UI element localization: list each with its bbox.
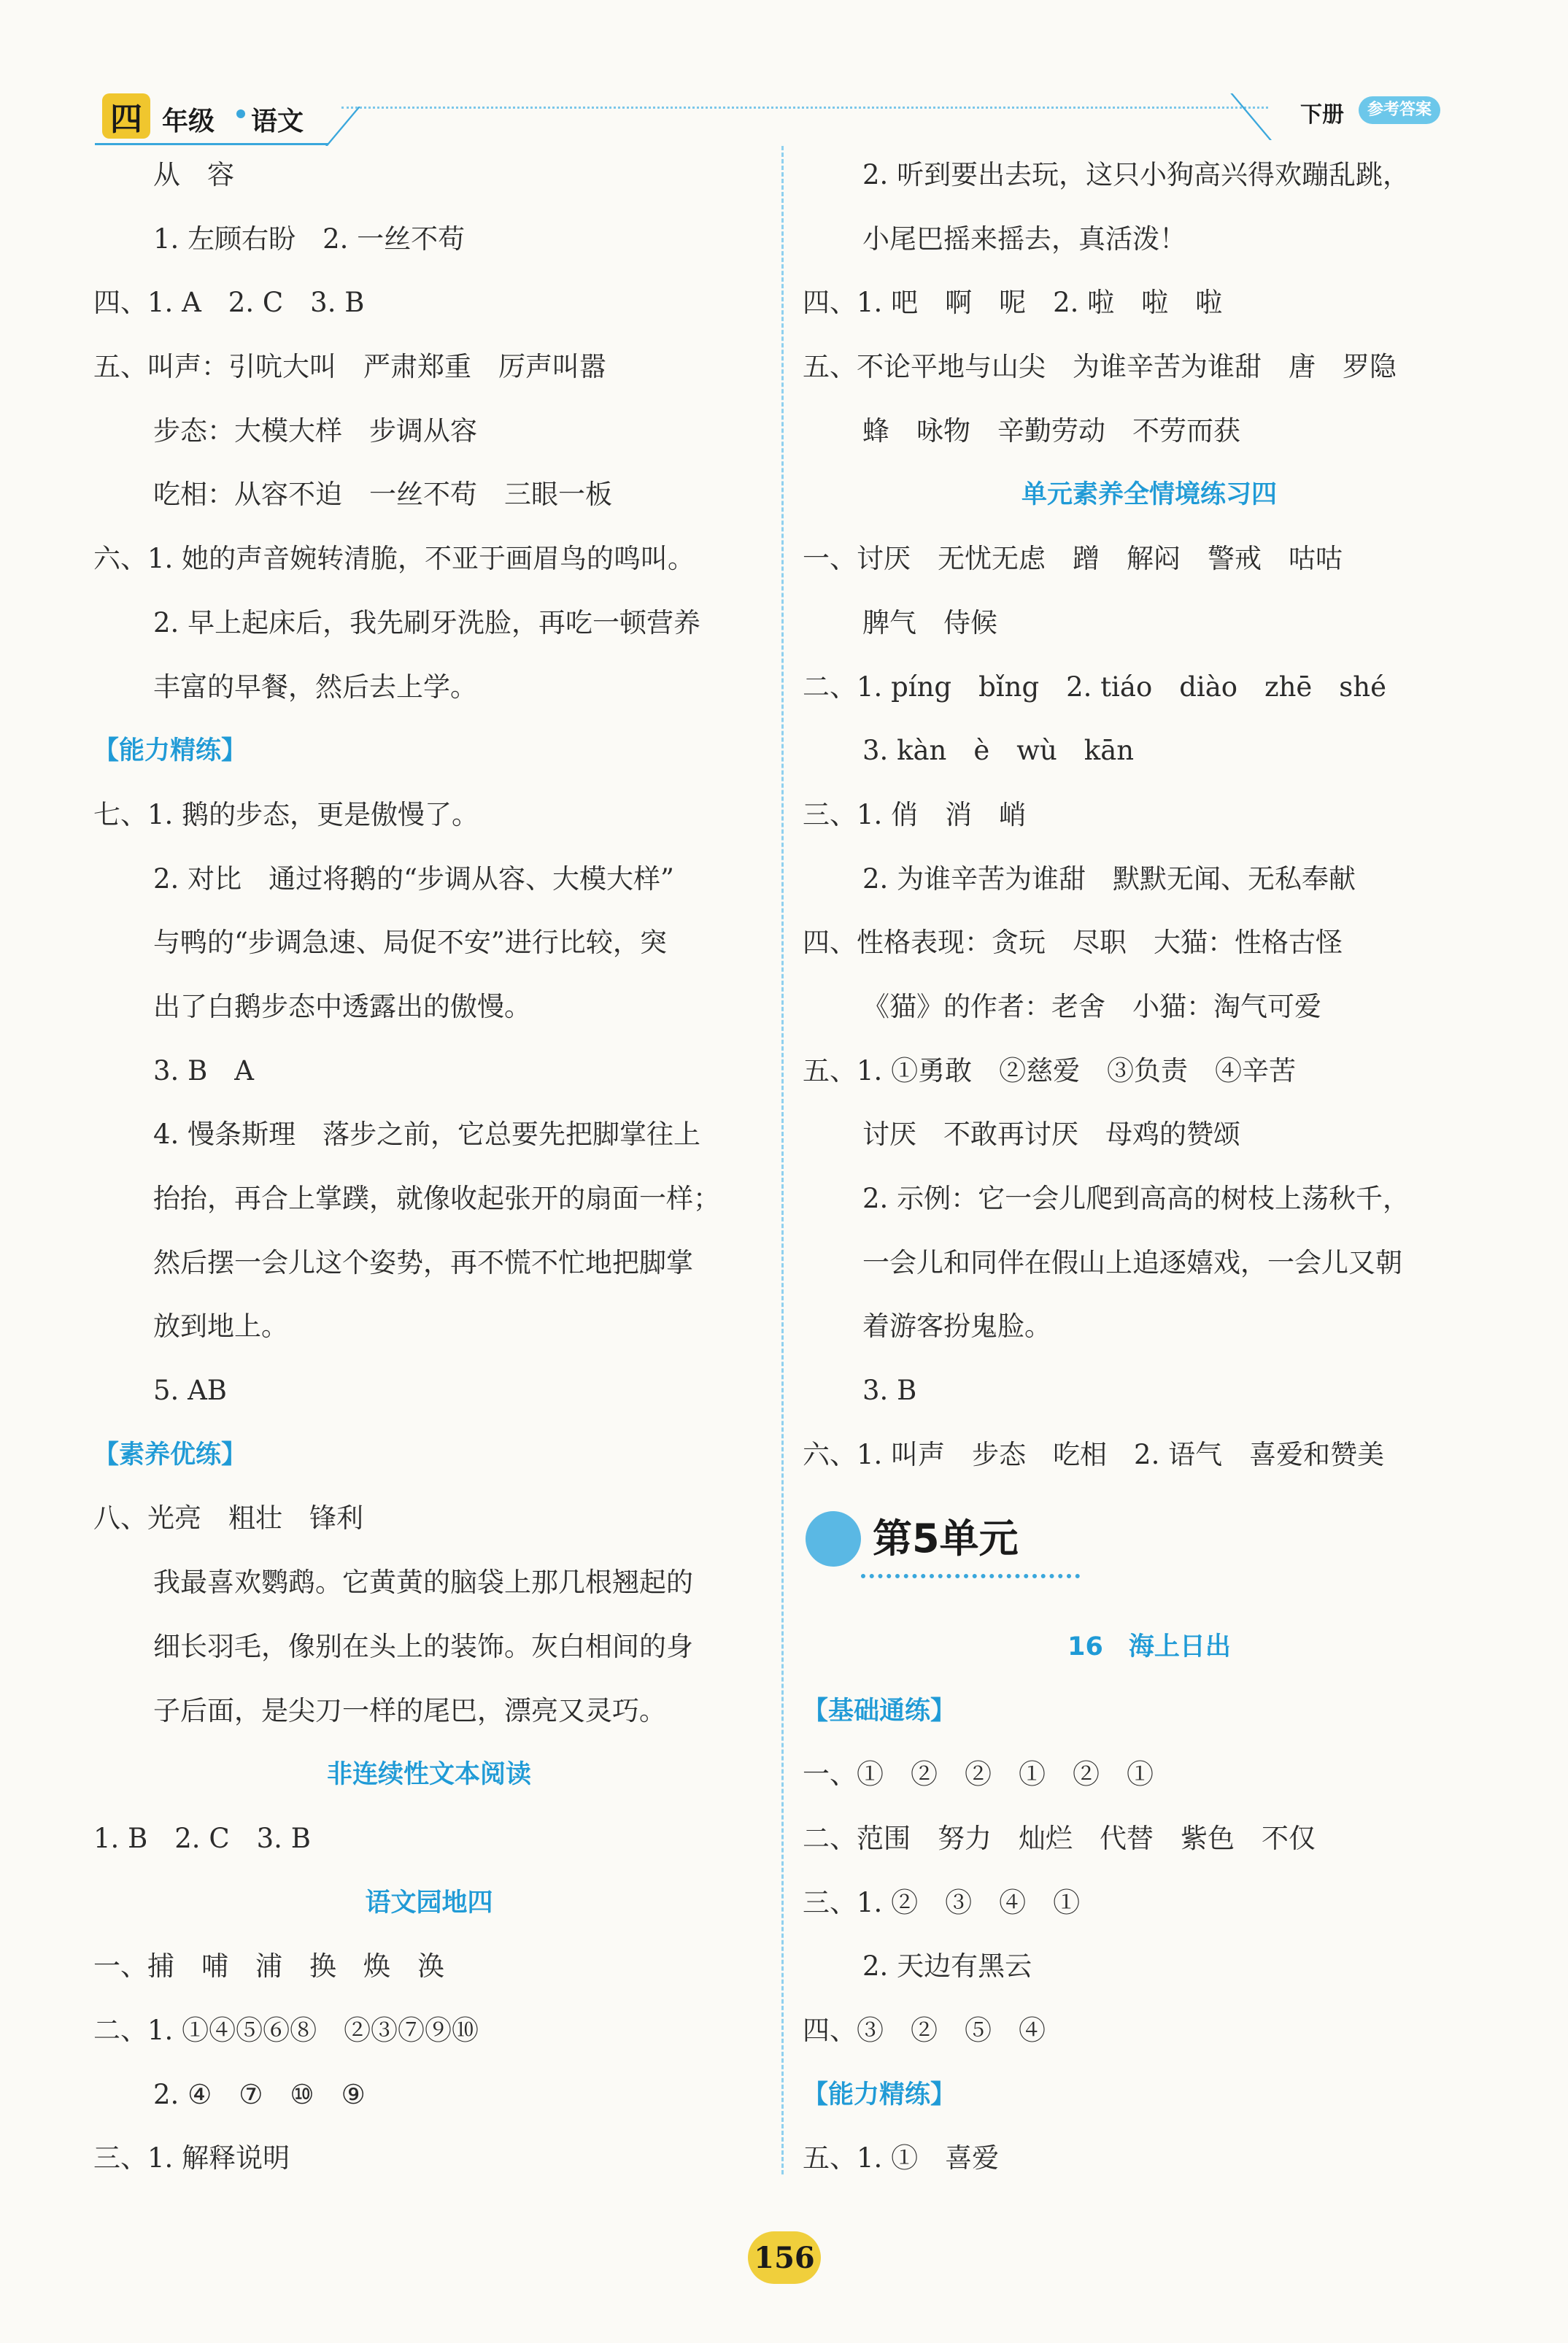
- answer-line: 出了白鹅步态中透露出的傲慢。: [153, 990, 531, 1022]
- answer-line: 脾气 侍候: [862, 606, 997, 638]
- answer-line: 着游客扮鬼脸。: [862, 1311, 1051, 1343]
- page-header: [0, 0, 1568, 146]
- answer-line: 4. 慢条斯理 落步之前，它总要先把脚掌往上: [153, 1119, 701, 1151]
- answer-line: 二、1. ①④⑤⑥⑧ ②③⑦⑨⑩: [93, 2014, 479, 2046]
- answer-line: 一、捕 哺 浦 换 焕 涣: [93, 1950, 444, 1983]
- answer-line: 三、1. 解释说明: [93, 2142, 290, 2174]
- section-label: 【能力精练】: [93, 736, 247, 766]
- column-divider: [781, 146, 784, 2174]
- unit-heading: [803, 1497, 1496, 1624]
- answer-line: 2. 示例：它一会儿爬到高高的树枝上荡秋千，: [862, 1183, 1410, 1214]
- answer-line: 2. 对比 通过将鹅的“步调从容、大模大样”: [153, 862, 674, 895]
- section-title: 单元素养全情境练习四: [1021, 480, 1277, 510]
- answer-line: 2. 早上起床后，我先刷牙洗脸，再吃一顿营养: [153, 606, 701, 638]
- section-label: 【素养优练】: [93, 1440, 247, 1470]
- grade-label: 年级: [162, 107, 215, 136]
- answer-line: 3. kàn è wù kān: [862, 735, 1135, 767]
- answer-line: 5. AB: [153, 1375, 227, 1407]
- section-label: 【能力精练】: [803, 2080, 957, 2110]
- answer-line: 五、叫声：引吭大叫 严肃郑重 厉声叫嚣: [93, 351, 606, 383]
- left-column: [93, 153, 765, 2201]
- answer-line: 一、① ② ② ① ② ①: [803, 1759, 1154, 1791]
- answer-line: 五、1. ① 喜爱: [803, 2142, 1000, 2174]
- answer-line: 2. 天边有黑云: [862, 1950, 1032, 1983]
- answer-line: 子后面，是尖刀一样的尾巴，漂亮又灵巧。: [153, 1694, 666, 1726]
- right-column: [803, 153, 1496, 2201]
- answer-line: 然后摆一会儿这个姿势，再不慌不忙地把脚掌: [153, 1246, 693, 1278]
- answer-line: 小尾巴摇来摇去，真活泼！: [862, 223, 1186, 255]
- answer-line: 三、1. ② ③ ④ ①: [803, 1886, 1081, 1918]
- answer-line: 四、性格表现：贪玩 尽职 大猫：性格古怪: [803, 927, 1343, 959]
- section-label: 【基础通练】: [803, 1696, 957, 1726]
- answer-line: 二、范围 努力 灿烂 代替 紫色 不仅: [803, 1822, 1316, 1854]
- answer-key-badge: 参考答案: [1359, 96, 1440, 124]
- answer-line: 丰富的早餐，然后去上学。: [153, 671, 477, 703]
- answer-line: 讨厌 不敢再讨厌 母鸡的赞颂: [862, 1119, 1240, 1151]
- answer-line: 2. 听到要出去玩，这只小狗高兴得欢蹦乱跳，: [862, 159, 1410, 190]
- header-slant-left: [325, 107, 360, 146]
- answer-line: 1. 左顾右盼 2. 一丝不苟: [153, 223, 466, 255]
- page-number: 156: [748, 2231, 821, 2284]
- section-title: 16 海上日出: [1067, 1632, 1231, 1661]
- answer-line: 《猫》的作者：老舍 小猫：淘气可爱: [862, 990, 1321, 1022]
- answer-line: 六、1. 她的声音婉转清脆，不亚于画眉鸟的鸣叫。: [93, 543, 695, 575]
- answer-line: 六、1. 叫声 步态 吃相 2. 语气 喜爱和赞美: [803, 1438, 1385, 1470]
- answer-line: 八、光亮 粗壮 锋利: [93, 1502, 363, 1535]
- answer-line: 四、1. A 2. C 3. B: [93, 287, 365, 319]
- answer-line: 2. ④ ⑦ ⑩ ⑨: [153, 2078, 366, 2110]
- answer-line: 四、1. 吧 啊 呢 2. 啦 啦 啦: [803, 287, 1223, 319]
- answer-line: 与鸭的“步调急速、局促不安”进行比较，突: [153, 927, 667, 959]
- answer-line: 吃相：从容不迫 一丝不苟 三眼一板: [153, 479, 612, 511]
- answer-line: 五、不论平地与山尖 为谁辛苦为谁甜 唐 罗隐: [803, 351, 1397, 383]
- answer-line: 放到地上。: [153, 1311, 288, 1343]
- answer-line: 3. B: [862, 1375, 917, 1407]
- answer-line: 一、讨厌 无忧无虑 蹭 解闷 警戒 咕咕: [803, 543, 1343, 575]
- answer-line: 从 容: [153, 159, 234, 190]
- answer-line: 三、1. 俏 消 峭: [803, 798, 1027, 830]
- answer-line: 1. B 2. C 3. B: [93, 1822, 311, 1854]
- answer-line: 我最喜欢鹦鹉。它黄黄的脑袋上那几根翘起的: [153, 1567, 693, 1599]
- unit-underline: [861, 1574, 1080, 1578]
- answer-line: 步态：大模大样 步调从容: [153, 414, 477, 447]
- grade-badge: 四: [102, 93, 150, 139]
- header-rule-left: [95, 143, 328, 145]
- answer-line: 五、1. ①勇敢 ②慈爱 ③负责 ④辛苦: [803, 1054, 1297, 1086]
- answer-line: 蜂 咏物 辛勤劳动 不劳而获: [862, 414, 1240, 447]
- unit-title: 第5单元: [873, 1516, 1019, 1562]
- section-title: 语文园地四: [365, 1888, 493, 1918]
- header-rule-dotted: [341, 107, 1268, 109]
- section-title: 非连续性文本阅读: [326, 1760, 531, 1790]
- answer-line: 3. B A: [153, 1054, 254, 1086]
- answer-line: 四、③ ② ⑤ ④: [803, 2014, 1046, 2046]
- subject-label: 语文: [251, 107, 304, 136]
- answer-line: 七、1. 鹅的步态，更是傲慢了。: [93, 798, 479, 830]
- answer-line: 二、1. píng bǐng 2. tiáo diào zhē shé: [803, 671, 1387, 703]
- unit-circle-icon: [806, 1511, 861, 1567]
- answer-line: 一会儿和同伴在假山上追逐嬉戏，一会儿又朝: [862, 1246, 1402, 1278]
- answer-line: 2. 为谁辛苦为谁甜 默默无闻、无私奉献: [862, 862, 1356, 895]
- volume-label: 下册: [1300, 102, 1344, 128]
- header-slant-right: [1230, 93, 1272, 140]
- answer-line: 细长羽毛，像别在头上的装饰。灰白相间的身: [153, 1630, 693, 1662]
- answer-line: 抬抬，再合上掌蹼，就像收起张开的扇面一样；: [153, 1183, 720, 1214]
- separator-dot: [236, 109, 245, 118]
